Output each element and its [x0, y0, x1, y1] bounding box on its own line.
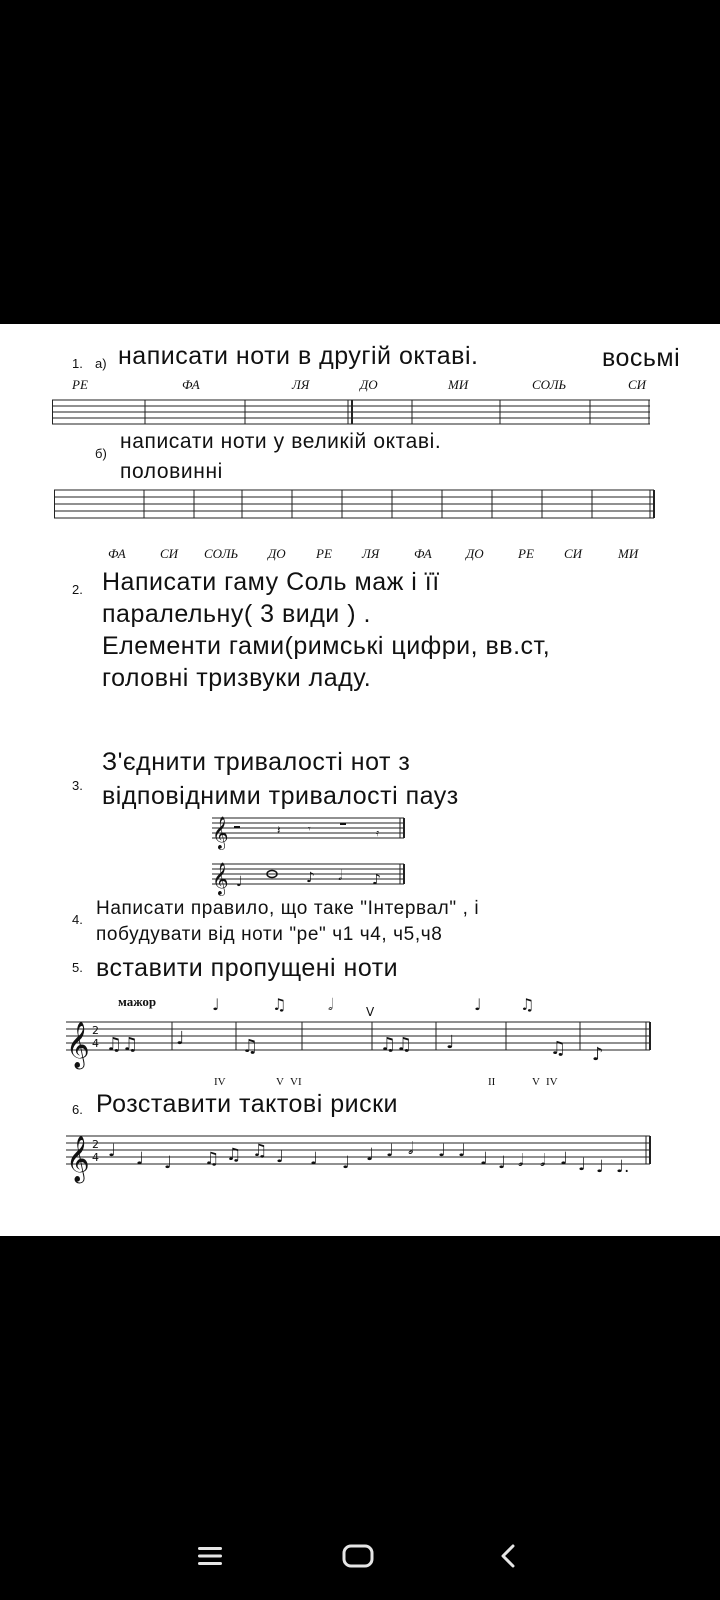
note-label: СОЛЬ [204, 546, 239, 561]
svg-text:♩: ♩ [276, 1147, 285, 1167]
treble-clef-icon: 𝄞 [66, 1136, 90, 1182]
exercise-1a-marker: а) [95, 356, 107, 371]
exercise-6-number: 6. [72, 1102, 83, 1117]
exercise-2-line1: Написати гаму Соль маж і її [102, 568, 440, 596]
svg-text:♪: ♪ [306, 870, 315, 886]
svg-text:V: V [366, 1005, 375, 1019]
svg-text:𝅗𝅥: 𝅗𝅥 [540, 1151, 546, 1171]
svg-text:𝄾: 𝄾 [308, 824, 311, 835]
svg-text:𝅗𝅥: 𝅗𝅥 [338, 868, 343, 884]
exercise-4-number: 4. [72, 912, 83, 927]
note-label: СОЛЬ [532, 377, 567, 392]
exercise-1a-suffix: восьмі [602, 344, 681, 372]
rests-staff [212, 814, 406, 850]
svg-text:♪: ♪ [592, 1044, 604, 1065]
exercise-1-number: 1. [72, 356, 83, 371]
svg-text:♩: ♩ [596, 1157, 605, 1177]
exercise-3-line2: відповідними тривалості пауз [102, 782, 459, 810]
svg-text:♩: ♩ [498, 1153, 507, 1173]
note-label: МИ [448, 377, 469, 392]
svg-text:𝅗𝅥: 𝅗𝅥 [328, 995, 334, 1014]
staff-1a [52, 398, 652, 426]
note-label: ЛЯ [292, 377, 310, 392]
back-icon [499, 1543, 517, 1569]
svg-text:♫♫: ♫♫ [380, 1034, 413, 1055]
svg-text:♫: ♫ [272, 995, 287, 1014]
staff-5 [66, 1014, 652, 1066]
exercise-2-line4: головні тризвуки ладу. [102, 664, 372, 692]
svg-text:♩: ♩ [212, 995, 220, 1014]
treble-clef-icon: 𝄞 [212, 816, 229, 849]
svg-text:♫: ♫ [204, 1149, 220, 1169]
svg-text:♩: ♩ [366, 1145, 375, 1165]
note-label: ФА [108, 546, 126, 561]
note-label: СИ [628, 377, 647, 392]
exercise-2-number: 2. [72, 582, 83, 597]
roman-numeral: VI [290, 1076, 302, 1088]
exercise-2-line2: паралельну( 3 види ) . [102, 600, 371, 628]
note-label: ДО [268, 546, 286, 561]
staff-1b [54, 488, 658, 522]
note-label: РЕ [72, 377, 88, 392]
note-label: ФА [414, 546, 432, 561]
roman-numeral: IV [214, 1076, 226, 1088]
exercise-4-line2: побудувати від ноти "ре" ч1 ч4, ч5,ч8 [96, 924, 443, 945]
svg-text:𝅗𝅥: 𝅗𝅥 [518, 1151, 524, 1171]
note-label: ДО [360, 377, 378, 392]
exercise-4-line1: Написати правило, що таке "Інтервал" , і [96, 898, 480, 919]
svg-text:♩: ♩ [164, 1153, 173, 1173]
note-label: СИ [160, 546, 179, 561]
svg-text:♩: ♩ [136, 1149, 145, 1169]
svg-text:♩: ♩ [236, 874, 243, 890]
svg-text:4: 4 [92, 1037, 99, 1050]
exercise-2-line3: Елементи гами(римські цифри, вв.ст, [102, 632, 551, 660]
worksheet-page [0, 324, 720, 1236]
note-label: РЕ [316, 546, 332, 561]
svg-text:♫: ♫ [242, 1036, 259, 1057]
note-label: ДО [466, 546, 484, 561]
note-label: РЕ [518, 546, 534, 561]
svg-text:𝄿: 𝄿 [376, 828, 380, 839]
note-label: МИ [618, 546, 639, 561]
svg-text:♫♫: ♫♫ [106, 1034, 139, 1055]
rest-mark [234, 826, 240, 828]
note-label: ЛЯ [362, 546, 380, 561]
exercise-3-line1: З'єднити тривалості нот з [102, 748, 411, 776]
exercise-5-text: вставити пропущені ноти [96, 954, 399, 982]
svg-text:♩: ♩ [458, 1141, 467, 1161]
svg-text:𝅗𝅥: 𝅗𝅥 [408, 1139, 414, 1159]
svg-text:♫: ♫ [252, 1141, 268, 1161]
svg-text:♫: ♫ [226, 1145, 242, 1165]
svg-text:♩: ♩ [446, 1032, 455, 1053]
svg-text:♩: ♩ [480, 1149, 489, 1169]
svg-text:♩: ♩ [310, 1149, 319, 1169]
roman-numeral: II [488, 1076, 496, 1088]
svg-text:♫: ♫ [520, 995, 535, 1014]
system-nav-bar [0, 1510, 720, 1600]
exercise-1a-text: написати ноти в другій октаві. [118, 342, 479, 370]
staff-6 [66, 1130, 652, 1182]
roman-numeral: IV [546, 1076, 558, 1088]
svg-text:4: 4 [92, 1151, 99, 1164]
note-label: ФА [182, 377, 200, 392]
key-label: мажор [118, 994, 157, 1009]
svg-text:♩: ♩ [474, 995, 482, 1014]
svg-text:♩: ♩ [386, 1141, 395, 1161]
notes-staff [212, 860, 406, 896]
svg-text:♩: ♩ [176, 1028, 185, 1049]
home-button[interactable] [334, 1532, 382, 1580]
svg-text:♩: ♩ [342, 1153, 351, 1173]
recents-icon [198, 1546, 222, 1566]
svg-text:𝄽: 𝄽 [277, 823, 281, 837]
back-button[interactable] [484, 1532, 532, 1580]
svg-text:♩: ♩ [578, 1155, 587, 1175]
svg-text:2: 2 [92, 1138, 99, 1151]
home-icon [342, 1544, 374, 1568]
svg-text:♪: ♪ [372, 872, 381, 888]
exercise-1b-text: написати ноти у великій октаві. [120, 430, 442, 453]
exercise-6-text: Розставити тактові риски [96, 1090, 398, 1118]
roman-numeral: V [532, 1076, 540, 1088]
svg-text:♩: ♩ [560, 1149, 569, 1169]
roman-numeral: V [276, 1076, 284, 1088]
exercise-3-number: 3. [72, 778, 83, 793]
exercise-5-number: 5. [72, 960, 83, 975]
treble-clef-icon: 𝄞 [212, 862, 229, 895]
exercise-1b-suffix: половинні [120, 460, 223, 483]
svg-text:♩.: ♩. [616, 1157, 630, 1177]
svg-text:2: 2 [92, 1024, 99, 1037]
exercise-1b-marker: б) [95, 446, 107, 461]
note-label: СИ [564, 546, 583, 561]
svg-text:♫: ♫ [550, 1038, 567, 1059]
svg-text:♩: ♩ [438, 1141, 447, 1161]
recents-button[interactable] [186, 1532, 234, 1580]
svg-text:♩: ♩ [108, 1141, 117, 1161]
treble-clef-icon: 𝄞 [66, 1022, 90, 1068]
